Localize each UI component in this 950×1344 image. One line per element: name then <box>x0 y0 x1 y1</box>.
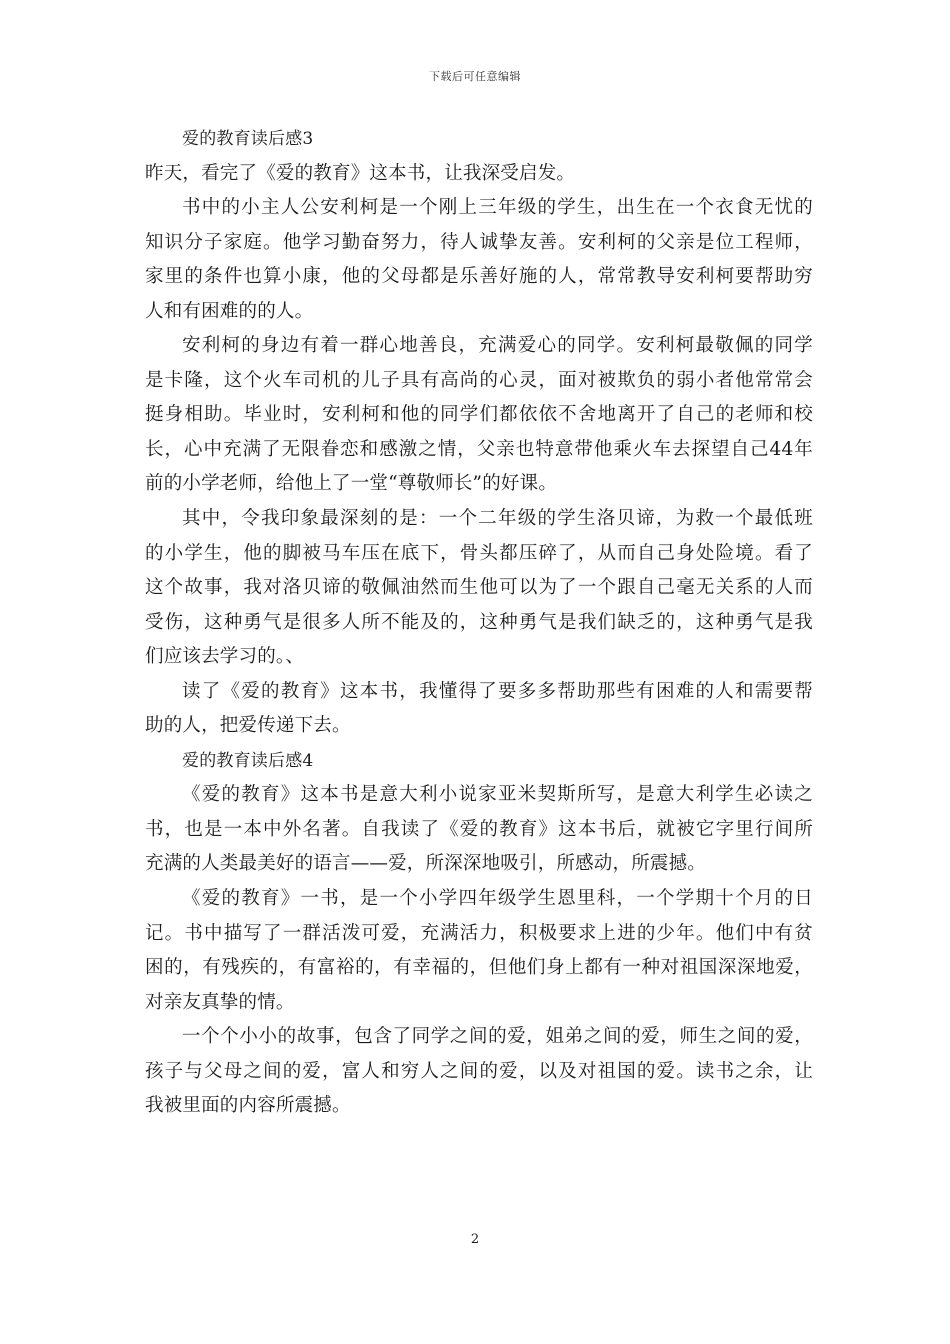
paragraph-line: 困的，有残疾的，有富裕的，有幸福的，但他们身上都有一种对祖国深深地爱， <box>145 957 813 979</box>
paragraph-line: 受伤，这种勇气是很多人所不能及的，这种勇气是我们缺乏的，这种勇气是我 <box>145 611 813 633</box>
paragraph-line: 的小学生，他的脚被马车压在底下，骨头都压碎了，从而自己身处险境。看了 <box>145 542 813 564</box>
paragraph-line: 我被里面的内容所震撼。 <box>145 1095 351 1117</box>
paragraph-line: 家里的条件也算小康，他的父母都是乐善好施的人，常常教导安利柯要帮助穷 <box>145 266 813 288</box>
paragraph-line: 知识分子家庭。他学习勤奋努力，待人诚挚友善。安利柯的父亲是位工程师， <box>145 231 813 253</box>
paragraph-line: 这个故事，我对洛贝谛的敬佩油然而生他可以为了一个跟自己毫无关系的人而 <box>145 577 813 599</box>
paragraph-line: 安利柯的身边有着一群心地善良，充满爱心的同学。安利柯最敬佩的同学 <box>182 335 813 357</box>
document-body <box>145 122 813 1124</box>
paragraph-line: 们应该去学习的。、 <box>145 646 305 668</box>
paragraph-line: 对亲友真挚的情。 <box>145 991 295 1013</box>
paragraph-line: 书，也是一本中外名著。自我读了《爱的教育》这本书后，就被它字里行间所 <box>145 818 813 840</box>
paragraph-line: 充满的人类最美好的语言——爱，所深深地吸引，所感动，所震撼。 <box>145 853 707 875</box>
paragraph-line: 挺身相助。毕业时，安利柯和他的同学们都依依不舍地离开了自己的老师和校 <box>145 404 813 426</box>
paragraph-line: 昨天，看完了《爱的教育》这本书，让我深受启发。 <box>145 162 576 184</box>
section-title: 爱的教育读后感4 <box>182 750 314 771</box>
paragraph-line: 孩子与父母之间的爱，富人和穷人之间的爱，以及对祖国的爱。读书之余，让 <box>145 1060 813 1082</box>
paragraph-line: 其中，令我印象最深刻的是：一个二年级的学生洛贝谛，为救一个最低班 <box>182 508 813 530</box>
paragraph-line: 《爱的教育》这本书是意大利小说家亚米契斯所写，是意大利学生必读之 <box>182 784 813 806</box>
section-title: 爱的教育读后感3 <box>182 129 314 149</box>
page-header: 下载后可任意编辑 <box>429 70 521 83</box>
paragraph-line: 一个个小小的故事，包含了同学之间的爱，姐弟之间的爱，师生之间的爱， <box>182 1026 813 1048</box>
paragraph-line: 长，心中充满了无限眷恋和感激之情，父亲也特意带他乘火车去探望自己44年 <box>145 438 813 460</box>
paragraph-line: 书中的小主人公安利柯是一个刚上三年级的学生，出生在一个衣食无忧的 <box>182 197 813 219</box>
paragraph-line: 读了《爱的教育》这本书，我懂得了要多多帮助那些有困难的人和需要帮 <box>182 680 813 702</box>
paragraph-line: 人和有困难的的人。 <box>145 300 314 322</box>
paragraph-line: 前的小学老师，给他上了一堂“尊敬师长”的好课。 <box>145 473 558 495</box>
page-number: 2 <box>470 1232 480 1247</box>
paragraph-line: 《爱的教育》一书，是一个小学四年级学生恩里科，一个学期十个月的日 <box>182 888 813 910</box>
paragraph-line: 记。书中描写了一群活泼可爱，充满活力，积极要求上进的少年。他们中有贫 <box>145 922 813 944</box>
paragraph-line: 助的人，把爱传递下去。 <box>145 715 351 737</box>
paragraph-line: 是卡隆，这个火车司机的儿子具有高尚的心灵，面对被欺负的弱小者他常常会 <box>145 369 813 391</box>
